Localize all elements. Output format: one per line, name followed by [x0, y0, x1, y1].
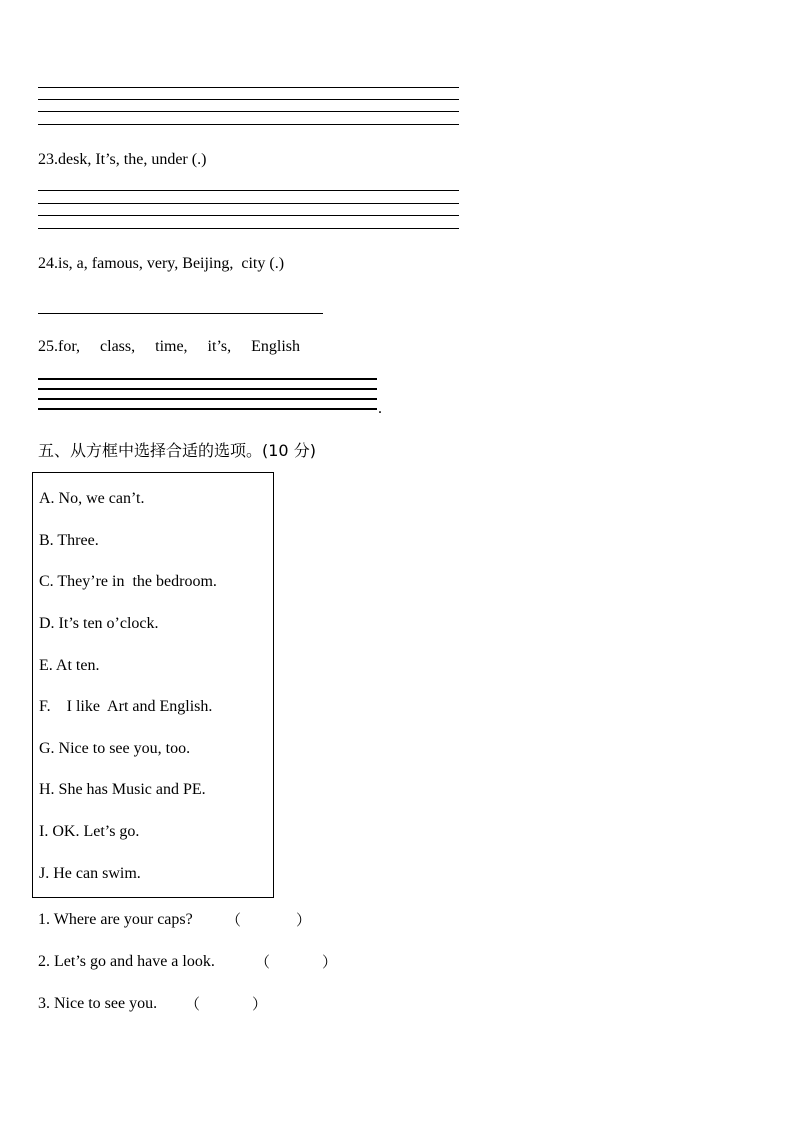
answer-line [38, 408, 377, 410]
option-d: D. It’s ten o’clock. [39, 615, 159, 632]
question-words: is, a, famous, very, Beijing, city (.) [58, 255, 285, 272]
answer-paren-open: （ [255, 953, 271, 971]
option-h: H. She has Music and PE. [39, 781, 206, 798]
question-words: for, class, time, it’s, English [58, 338, 301, 355]
answer-paren-close: ） [252, 995, 268, 1013]
answer-paren-open: （ [185, 995, 201, 1013]
answer-line [38, 190, 459, 191]
sub-question-1: 1. Where are your caps? [38, 911, 193, 928]
option-b: B. Three. [39, 532, 99, 549]
answer-line [38, 203, 459, 204]
answer-line [38, 378, 377, 380]
answer-line [38, 228, 459, 229]
answer-line [38, 87, 459, 88]
answer-paren-open: （ [226, 911, 242, 929]
answer-line [38, 124, 459, 125]
section-title: 五、从方框中选择合适的选项。(10 分) [38, 441, 316, 460]
question-24 [38, 254, 284, 274]
option-a: A. No, we can’t. [39, 490, 145, 507]
answer-paren-close: ） [296, 911, 312, 929]
option-e: E. At ten. [39, 657, 100, 674]
option-f: F. I like Art and English. [39, 698, 213, 715]
sub-question-2: 2. Let’s go and have a look. [38, 953, 215, 970]
question-number: 23. [38, 151, 58, 168]
answer-line [38, 111, 459, 112]
answer-line [38, 215, 459, 216]
question-words: desk, It’s, the, under (.) [58, 151, 207, 168]
sub-question-3: 3. Nice to see you. [38, 995, 158, 1012]
options-box [32, 472, 274, 898]
option-g: G. Nice to see you, too. [39, 740, 191, 757]
option-i: I. OK. Let’s go. [39, 823, 140, 840]
answer-line [38, 388, 377, 390]
answer-line [38, 398, 377, 400]
answer-line [38, 313, 323, 314]
question-number: 25. [38, 338, 58, 355]
question-23 [38, 150, 206, 170]
question-number: 24. [38, 255, 58, 272]
answer-paren-close: ） [322, 953, 338, 971]
answer-line [38, 99, 459, 100]
period-mark: . [378, 400, 382, 417]
option-j: J. He can swim. [39, 865, 141, 882]
option-c: C. They’re in the bedroom. [39, 573, 217, 590]
question-25 [38, 337, 300, 357]
